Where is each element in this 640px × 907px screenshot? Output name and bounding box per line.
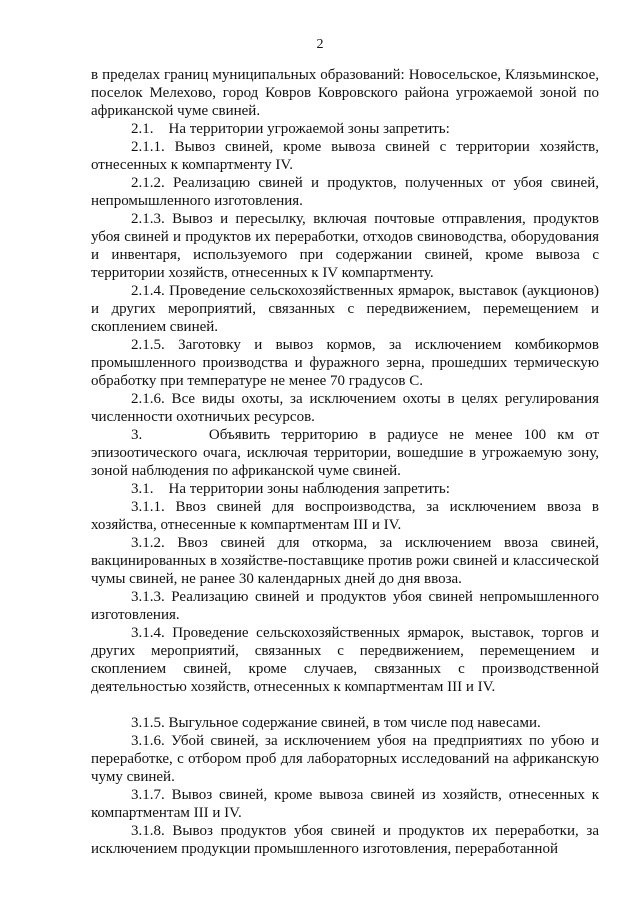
paragraph-3-1-8: 3.1.8. Вывоз продуктов убоя свиней и продуктов их переработки, за исключением продукции промышленного изготовления, переработанной (91, 823, 599, 857)
paragraph-3-1-5: 3.1.5. Выгульное содержание свиней, в том числе под навесами. (131, 715, 541, 731)
paragraph-3-1-6: 3.1.6. Убой свиней, за исключением убоя на предприятиях по убою и переработке, с отбором проб для лабораторных исследований на африканскую чуму свиней. (91, 733, 599, 785)
paragraph-3: 3. Объявить территорию в радиусе не менее 100 км от эпизоотического очага, исключая территории, вошедшие в угрожаемую зону, зоной наблюдения по африканской чуме свиней. (91, 427, 603, 479)
paragraph-2-1-4: 2.1.4. Проведение сельскохозяйственных ярмарок, выставок (аукционов) и других мероприятий, связанных с передвижением, перемещением и скоплением свиней. (91, 283, 599, 335)
paragraph-3-1-1: 3.1.1. Ввоз свиней для воспроизводства, за исключением ввоза в хозяйства, отнесенные к компартментам III и IV. (91, 499, 599, 533)
paragraph-3-1-2: 3.1.2. Ввоз свиней для откорма, за исключением ввоза свиней, вакцинированных в хозяйстве-поставщике против рожи свиней и классической чумы свиней, не ранее 30 календарных дней до дня ввоза. (91, 535, 599, 587)
paragraph-2-1-5: 2.1.5. Заготовку и вывоз кормов, за исключением комбикормов промышленного производства и фуражного зерна, прошедших термическую обработку при температуре не менее 70 градусов С. (91, 337, 599, 389)
paragraph-2-1-6: 2.1.6. Все виды охоты, за исключением охоты в целях регулирования численности охотничьих ресурсов. (91, 391, 599, 425)
paragraph-2-1-3: 2.1.3. Вывоз и пересылку, включая почтовые отправления, продуктов убоя свиней и продуктов их переработки, отходов свиноводства, оборудования и инвентаря, используемого при содержании свиней, кроме вывоза с территории хозяйств, отнесенных к IV компартменту. (91, 211, 599, 281)
paragraph-intro-continuation: в пределах границ муниципальных образований: Новосельское, Клязьминское, поселок Мелехово, город Ковров Ковровского района угрожаемой зоной по африканской чуме свиней. (91, 67, 599, 119)
document-body (91, 66, 603, 858)
page-number: 2 (316, 37, 324, 52)
paragraph-2-1: 2.1. На территории угрожаемой зоны запретить: (131, 121, 450, 137)
paragraph-3-1-4: 3.1.4. Проведение сельскохозяйственных ярмарок, выставок, торгов и других мероприятий, связанных с передвижением, перемещением и скоплением свиней, кроме случаев, связанных с производственной деятельностью хозяйств, отнесенных к компартментам III и IV. (91, 625, 599, 695)
paragraph-2-1-2: 2.1.2. Реализацию свиней и продуктов, полученных от убоя свиней, непромышленного изготовления. (91, 175, 599, 209)
paragraph-3-1-7: 3.1.7. Вывоз свиней, кроме вывоза свиней из хозяйств, отнесенных к компартментам III и IV. (91, 787, 599, 821)
paragraph-3-1: 3.1. На территории зоны наблюдения запретить: (131, 481, 450, 497)
paragraph-2-1-1: 2.1.1. Вывоз свиней, кроме вывоза свиней с территории хозяйств, отнесенных к компартменту IV. (91, 139, 599, 173)
paragraph-3-1-3: 3.1.3. Реализацию свиней и продуктов убоя свиней непромышленного изготовления. (91, 589, 599, 623)
